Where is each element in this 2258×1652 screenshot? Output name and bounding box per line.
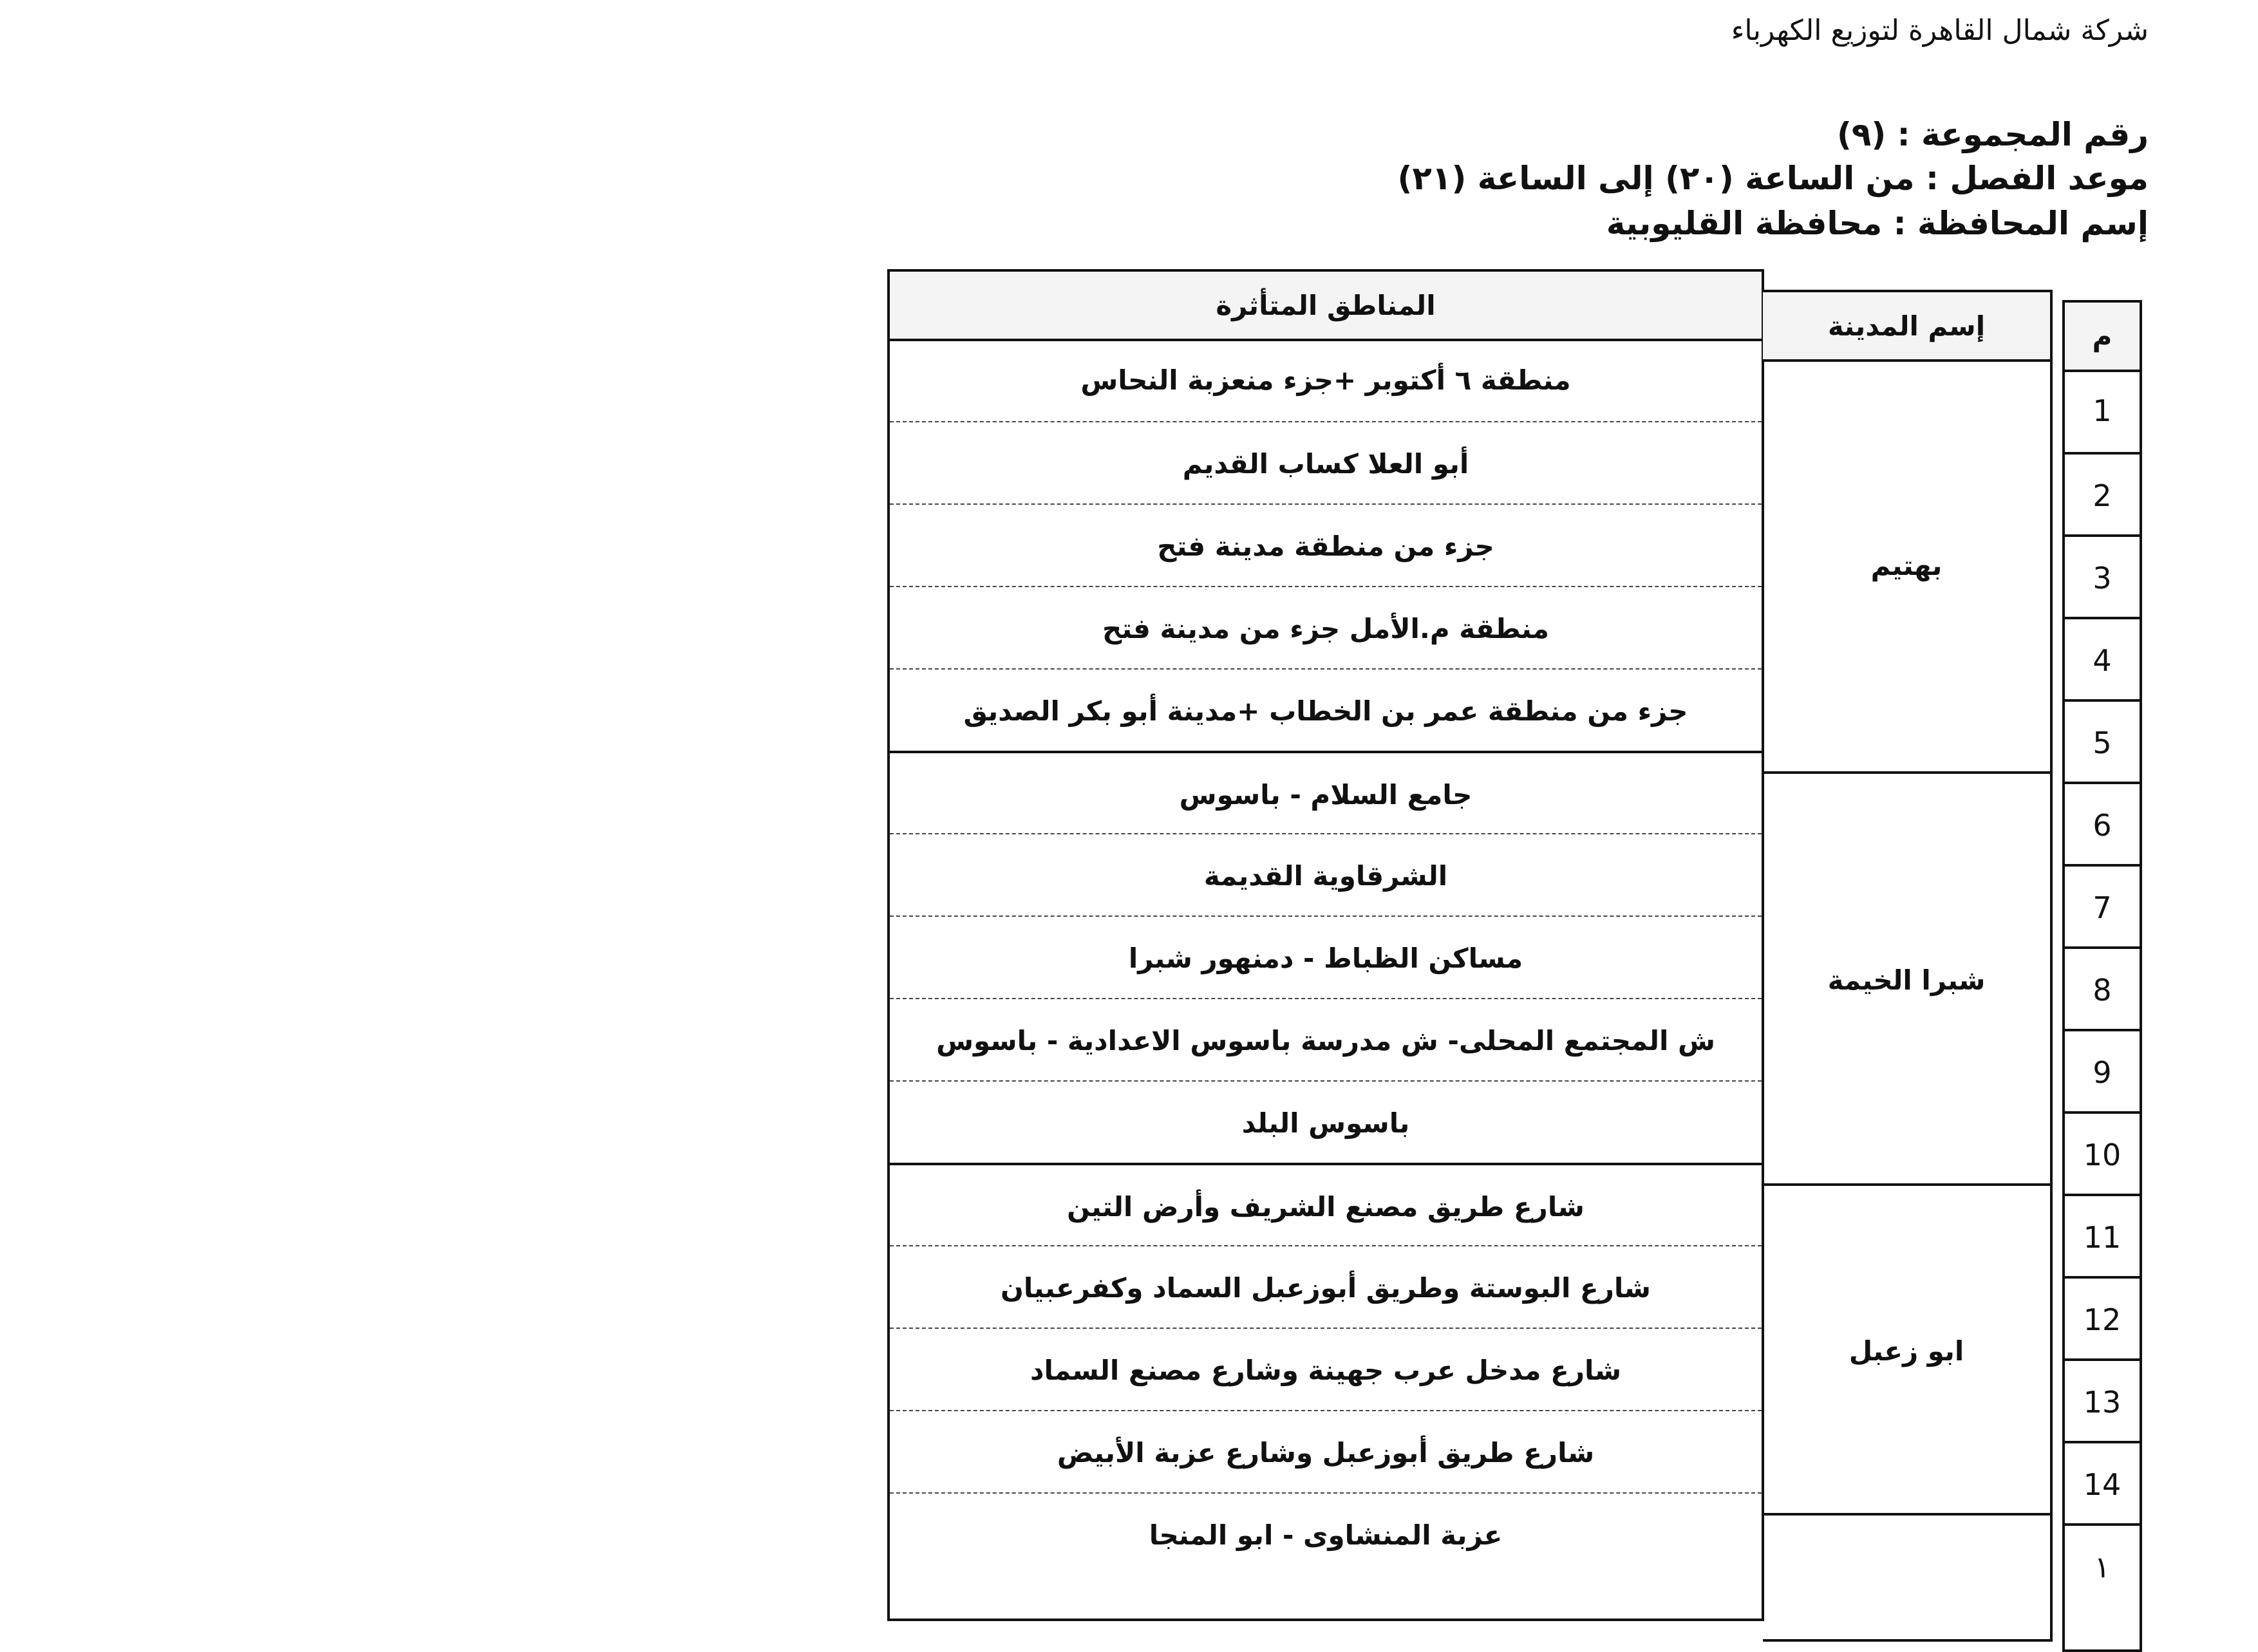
group-number: رقم المجموعة : (٩) [1836, 116, 2149, 153]
row-number-cell: 14 [2065, 1441, 2140, 1526]
city-name-cell: بهتيم [1870, 549, 1943, 581]
company-name: شركة شمال القاهرة لتوزيع الكهرباء [1731, 14, 2149, 47]
affected-area-cell: ش المجتمع المحلى- ش مدرسة باسوس الاعدادية - باسوس [890, 998, 1762, 1082]
affected-areas-header: المناطق المتأثرة [890, 272, 1762, 341]
affected-area-cell: منطقة م.الأمل جزء من مدينة فتح [890, 586, 1762, 670]
affected-area-cell: أبو العلا كساب القديم [890, 421, 1762, 505]
affected-area-cell: عزبة المنشاوى - ابو المنجا [890, 1492, 1762, 1576]
affected-areas-column [887, 269, 1764, 1621]
affected-area-cell: جامع السلام - باسوس [890, 751, 1762, 836]
cutoff-time: موعد الفصل : من الساعة (٢٠) إلى الساعة (٢١) [1397, 160, 2149, 197]
row-number-cell: 6 [2065, 782, 2140, 867]
row-number-cell: 7 [2065, 864, 2140, 949]
row-number-cell: 9 [2065, 1029, 2140, 1114]
affected-area-cell: شارع البوستة وطريق أبوزعبل السماد وكفرعبيان [890, 1245, 1762, 1329]
row-number-cell: 13 [2065, 1358, 2140, 1443]
row-number-column [2062, 300, 2142, 1652]
row-number-cell: 10 [2065, 1111, 2140, 1196]
row-number-cell: 12 [2065, 1276, 2140, 1361]
governorate-name: إسم المحافظة : محافظة القليوبية [1606, 205, 2149, 242]
affected-area-cell: شارع طريق مصنع الشريف وأرض التين [890, 1163, 1762, 1248]
affected-area-cell: الشرقاوية القديمة [890, 833, 1762, 917]
affected-area-cell: باسوس البلد [890, 1080, 1762, 1164]
city-header: إسم المدينة [1763, 292, 2050, 362]
affected-area-cell: شارع مدخل عرب جهينة وشارع مصنع السماد [890, 1328, 1762, 1411]
affected-area-cell: جزء من منطقة مدينة فتح [890, 503, 1762, 587]
affected-area-cell: جزء من منطقة عمر بن الخطاب +مدينة أبو بكر الصديق [890, 668, 1762, 752]
city-name-cell: ابو زعبل [1763, 1183, 2050, 1516]
row-number-cell: 4 [2065, 617, 2140, 702]
row-number-cell: 2 [2065, 452, 2140, 537]
row-number-cell: 3 [2065, 534, 2140, 619]
city-group-divider [1763, 1513, 2050, 1598]
row-number-cell: 11 [2065, 1194, 2140, 1279]
row-number-cell: 8 [2065, 946, 2140, 1031]
affected-area-cell: شارع طريق أبوزعبل وشارع عزبة الأبيض [890, 1410, 1762, 1494]
city-column [1763, 290, 2053, 1642]
row-number-cell: ١ [2065, 1523, 2140, 1608]
row-number-header: م [2065, 303, 2140, 372]
affected-area-cell: منطقة ٦ أكتوبر +جزء منعزبة النحاس [1080, 364, 1571, 396]
city-name-cell: شبرا الخيمة [1763, 771, 2050, 1186]
row-number-cell: 1 [2093, 393, 2112, 428]
row-number-cell: 5 [2065, 699, 2140, 784]
affected-area-cell: مساكن الظباط - دمنهور شبرا [890, 915, 1762, 999]
